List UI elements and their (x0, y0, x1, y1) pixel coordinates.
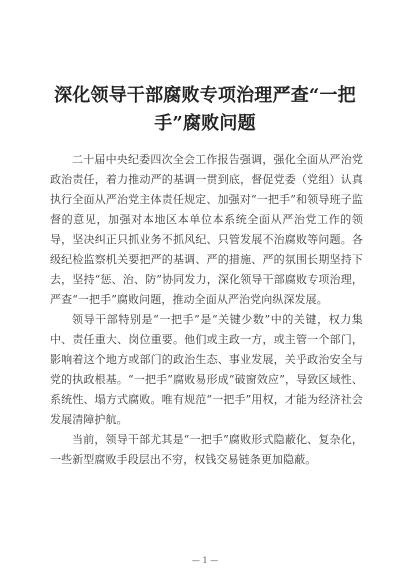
document-body (50, 150, 363, 470)
paragraph-3: 当前，领导干部尤其是“一把手”腐败形式隐蔽化、复杂化，一些新型腐败手段层出不穷，权钱交易链条更加隐蔽。 (50, 433, 363, 466)
page-number: — 1 — (191, 556, 219, 565)
paragraph-1: 二十届中央纪委四次全会工作报告强调，强化全面从严治党政治责任，着力推动严的基调一贯到底，督促党委（党组）认真执行全面从严治党主体责任规定、加强对“一把手”和领导班子监督的意见，加强对本地区本单位本系统全面从严治党工作的领导，坚决纠正只抓业务不抓风纪、只管发展不治腐败等问题。各级纪检监察机关要把严的基调、严的措施、严的氛围长期坚持下去，坚持“惩、治、防”协同发力，深化领导干部腐败专项治理，严查“一把手”腐败问题，推动全面从严治党向纵深发展。 (50, 153, 363, 306)
paragraph-2: 领导干部特别是“一把手”是“关键少数”中的关键，权力集中、责任重大、岗位重要。他们或主政一方，或主管一个部门，影响着这个地方或部门的政治生态、事业发展，关乎政治安全与党的执政根基。“一把手”腐败易形成“破窗效应”，导致区域性、系统性、塌方式腐败。唯有规范“一把手”用权，才能为经济社会发展清障护航。 (50, 313, 363, 426)
document-title: 深化领导干部腐败专项治理严查“一把手”腐败问题 (54, 85, 356, 134)
